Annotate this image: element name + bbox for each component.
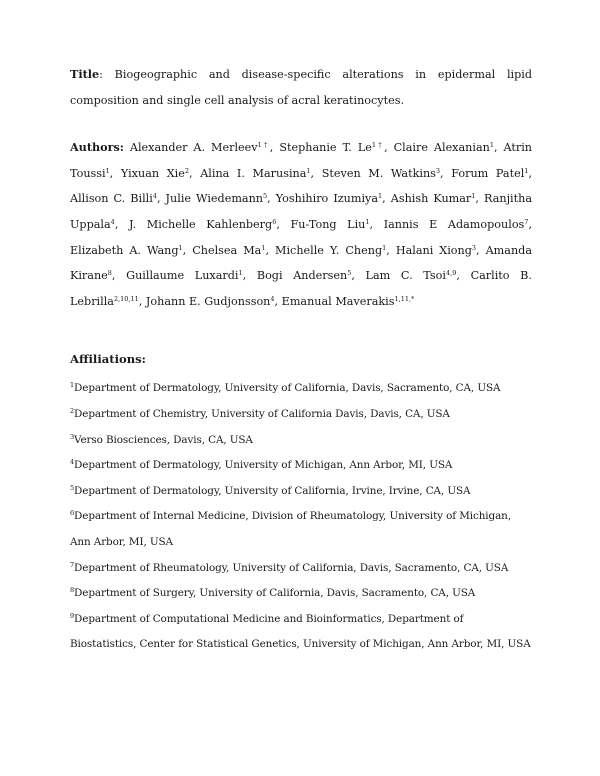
- author-entry: [130, 141, 270, 154]
- affiliation-number: 4: [70, 458, 75, 467]
- author-entry: [146, 295, 275, 308]
- author-entry: [391, 192, 476, 205]
- author-name: Ashish Kumar: [390, 192, 472, 206]
- author-affiliation-sup: 1,11,*: [394, 294, 415, 303]
- author-affiliation-sup: 1: [489, 141, 494, 150]
- author-name: Amanda Kirane: [70, 243, 532, 283]
- author-entry: [121, 167, 189, 180]
- author-affiliation-sup: 6: [272, 217, 277, 226]
- author-name: Forum Patel: [451, 166, 525, 180]
- author-name: Stephanie T. Le: [279, 141, 372, 155]
- affiliation-text: Department of Dermatology, University of California, Irvine, Irvine, CA, USA: [74, 484, 471, 497]
- affiliation-item: [70, 428, 532, 454]
- author-affiliation-sup: 1: [261, 243, 266, 252]
- author-name: Alexander A. Merleev: [129, 141, 258, 155]
- author-name: Bogi Andersen: [256, 269, 348, 283]
- authors-paragraph: [70, 135, 532, 314]
- affiliation-item: [70, 453, 532, 479]
- author-name: Yixuan Xie: [120, 166, 185, 180]
- affiliation-text: Department of Dermatology, University of Michigan, Ann Arbor, MI, USA: [74, 459, 453, 472]
- author-affiliation-sup: 1: [178, 243, 183, 252]
- author-affiliation-sup: 1: [238, 269, 243, 278]
- author-affiliation-sup: 4: [270, 294, 275, 303]
- author-name: Claire Alexanian: [393, 141, 490, 155]
- author-name: Iannis E Adamopoulos: [383, 217, 525, 231]
- author-name: Steven M. Watkins: [321, 166, 436, 180]
- author-entry: [70, 192, 157, 205]
- author-affiliation-sup: 1†: [371, 141, 385, 150]
- author-entry: [275, 244, 386, 257]
- authors-label: Authors:: [70, 140, 124, 155]
- author-name: Elizabeth A. Wang: [70, 243, 179, 257]
- author-name: Carlito B. Lebrilla: [70, 269, 532, 308]
- affiliation-text: Department of Computational Medicine and Bioinformatics, Department of Biostatistics, Center for Statistical Genetics, University of Michigan, Ann Arbor, MI, USA: [70, 612, 531, 651]
- author-entry: [451, 167, 528, 180]
- author-affiliation-sup: 1: [382, 243, 387, 252]
- author-affiliation-sup: 4: [152, 192, 157, 201]
- affiliation-text: Department of Rheumatology, University of California, Davis, Sacramento, CA, USA: [74, 561, 509, 574]
- author-entry: [396, 244, 476, 257]
- affiliation-item: [70, 402, 532, 428]
- author-affiliation-sup: 1: [105, 166, 110, 175]
- author-name: Chelsea Ma: [192, 243, 262, 257]
- affiliation-item: [70, 556, 532, 582]
- author-name: J. Michelle Kahlenberg: [128, 217, 273, 231]
- author-affiliation-sup: 4: [110, 217, 115, 226]
- title-paragraph: [70, 62, 532, 113]
- affiliation-number: 9: [70, 611, 75, 620]
- affiliation-number: 3: [70, 432, 75, 441]
- affiliations-heading: Affiliations:: [70, 352, 146, 367]
- title-label: Title: [70, 67, 100, 81]
- author-entry: [126, 269, 242, 282]
- author-entry: [200, 167, 310, 180]
- affiliation-number: 7: [70, 560, 75, 569]
- author-name: Lam C. Tsoi: [365, 269, 446, 283]
- author-name: Atrin Toussi: [70, 141, 532, 180]
- author-name: Guillaume Luxardi: [126, 269, 239, 283]
- author-list: Alexander A. Merleev$^{1\dagger}$, Stephanie T. $Le^{1\dagger}$, Claire Alexanian$^1$, Atrin Toussi$^1$, Yixuan Xie$^2$, Alina I. Marusina$^1$, Steven M. Watkins$^3$, Forum Patel$^1$, Allison C. Billi$^4$, Julie Wiedemann$^5$, Yoshihiro Izumiya$^1$, Ashish Kumar$^1$, Ranjitha Uppala$^4$, J. Michelle Kahlenberg$^6$, Fu-Tong Liu$^1$, Iannis E Adamopoulos$^7$, Elizabeth A. Wang$^1$, Chelsea Ma$^1$, Michelle Y. Cheng$^1$, Halani Xiong$^3$, Amanda Kirane$^8$, Guillaume Luxardi$^1$, Bogi Andersen$^5$, Lam C. Tsoi$^{4,9}$, Carlito B. Lebrilla$^{2,10,11}$, Johann E. Gudjonsson$^4$, Emanual Maverakis$^{1,11,*}$: [70, 141, 532, 308]
- author-entry: [291, 218, 370, 231]
- affiliation-number: 1: [70, 381, 75, 390]
- affiliation-item: [70, 581, 532, 607]
- author-affiliation-sup: 1: [306, 166, 311, 175]
- author-affiliation-sup: 2,10,11: [113, 294, 139, 303]
- author-affiliation-sup: 2: [184, 166, 190, 175]
- affiliation-list: [70, 376, 532, 658]
- author-affiliation-sup: 3: [435, 166, 441, 175]
- author-entry: [276, 192, 382, 205]
- author-entry: [322, 167, 440, 180]
- affiliation-number: 5: [70, 483, 75, 492]
- author-affiliation-sup: 1: [378, 192, 383, 201]
- author-entry: [394, 141, 494, 154]
- author-name: Michelle Y. Cheng: [275, 243, 383, 257]
- author-name: Halani Xiong: [395, 243, 472, 257]
- author-affiliation-sup: 5: [347, 269, 352, 278]
- author-name: Alina I. Marusina: [200, 166, 307, 180]
- author-name: Emanual Maverakis: [281, 294, 395, 308]
- affiliation-item: [70, 607, 532, 658]
- author-name: Allison C. Billi: [70, 192, 153, 206]
- author-affiliation-sup: 5: [263, 192, 268, 201]
- title-page: [70, 62, 532, 658]
- affiliation-text: Department of Dermatology, University of California, Davis, Sacramento, CA, USA: [74, 382, 501, 395]
- author-entry: [282, 295, 415, 308]
- author-name: Ranjitha Uppala: [70, 192, 532, 231]
- author-entry: [70, 244, 183, 257]
- author-affiliation-sup: 1†: [257, 141, 270, 150]
- author-entry: [384, 218, 529, 231]
- author-affiliation-sup: 1: [365, 217, 370, 226]
- author-name: Johann E. Gudjonsson: [145, 294, 271, 308]
- affiliation-text: Department of Chemistry, University of California Davis, Davis, CA, USA: [74, 407, 450, 420]
- author-entry: [257, 269, 351, 282]
- author-name: Fu-Tong Liu: [290, 217, 366, 231]
- author-entry: [366, 269, 457, 282]
- affiliation-item: [70, 504, 532, 555]
- author-name: Yoshihiro Izumiya: [275, 192, 379, 206]
- title-separator: :: [99, 68, 115, 81]
- author-affiliation-sup: 4,9: [446, 269, 457, 278]
- author-entry: [129, 218, 276, 231]
- affiliation-number: 6: [70, 509, 75, 518]
- affiliation-item: [70, 376, 532, 402]
- author-name: Julie Wiedemann: [165, 192, 264, 206]
- affiliation-number: 8: [70, 586, 75, 595]
- affiliation-text: Department of Internal Medicine, Division of Rheumatology, University of Michigan, Ann Arbor, MI, USA: [70, 510, 511, 548]
- author-entry: [192, 244, 265, 257]
- paper-title: Biogeographic and disease-specific alterations in epidermal lipid composition and single cell analysis of acral keratinocytes.: [70, 68, 532, 107]
- author-affiliation-sup: 7: [524, 217, 529, 226]
- author-affiliation-sup: 8: [107, 269, 112, 278]
- affiliation-text: Verso Biosciences, Davis, CA, USA: [74, 433, 253, 446]
- author-affiliation-sup: 1: [471, 192, 476, 201]
- author-entry: [166, 192, 268, 205]
- author-affiliation-sup: 3: [471, 243, 477, 252]
- author-entry: [279, 141, 384, 154]
- author-affiliation-sup: 1: [524, 166, 529, 175]
- affiliation-text: Department of Surgery, University of California, Davis, Sacramento, CA, USA: [74, 587, 476, 600]
- affiliation-item: [70, 479, 532, 505]
- affiliation-number: 2: [70, 406, 75, 415]
